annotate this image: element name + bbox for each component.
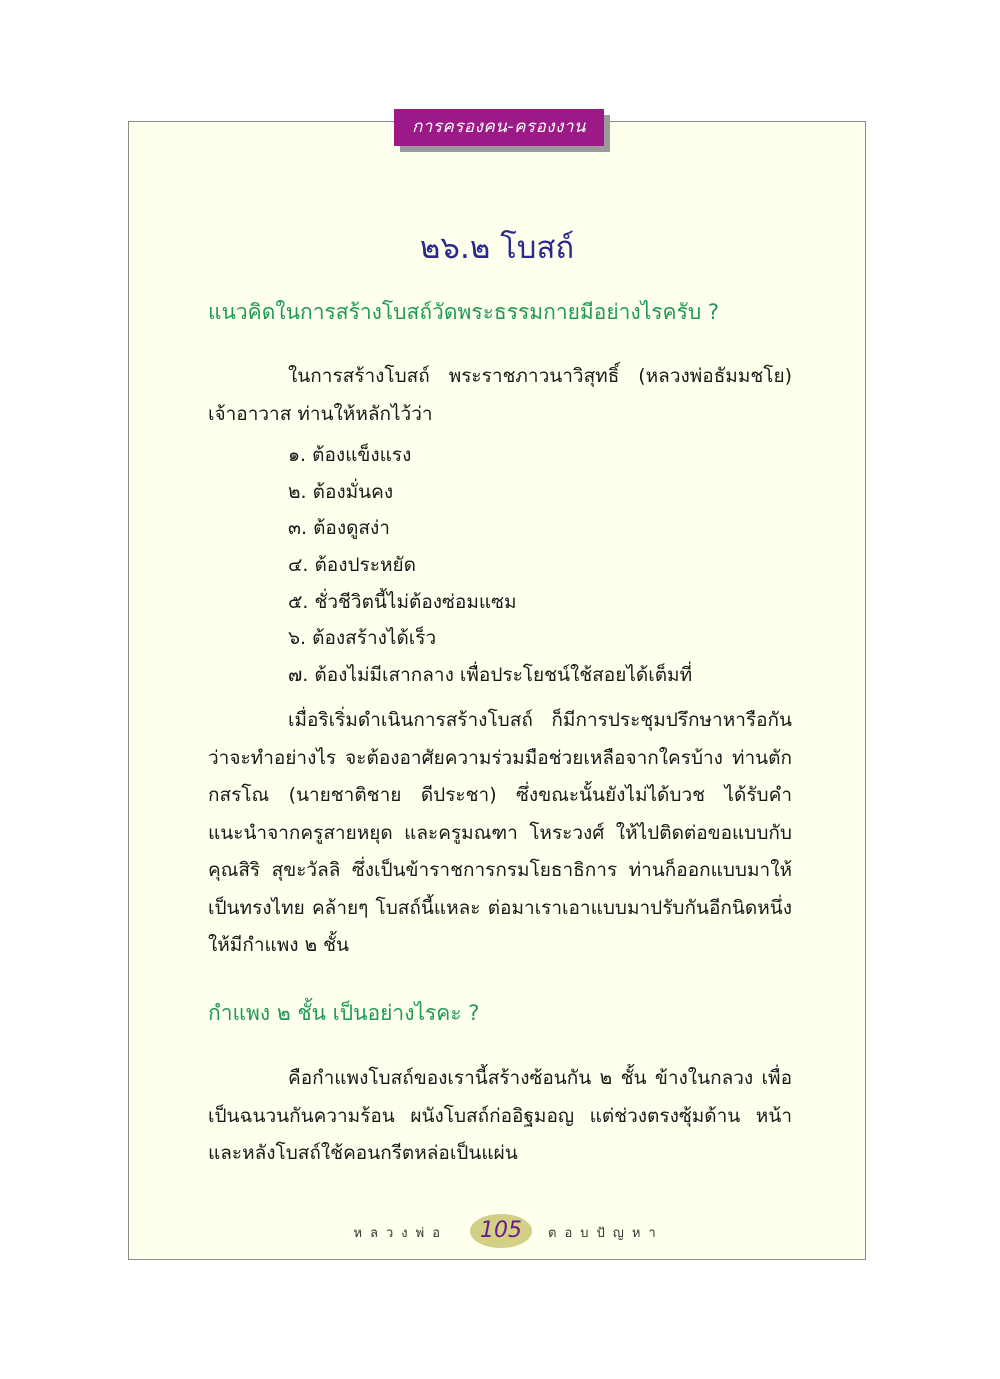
footer-left-text: หลวงพ่อ: [353, 1226, 448, 1241]
list-item: ๖. ต้องสร้างได้เร็ว: [288, 627, 437, 650]
footer-right-text: ตอบปัญหา: [548, 1226, 664, 1241]
list-item: ๔. ต้องประหยัด: [288, 554, 416, 577]
question-1: แนวคิดในการสร้างโบสถ์วัดพระธรรมกายมีอย่างไรครับ ?: [208, 300, 720, 324]
answer-1-intro-text: ในการสร้างโบสถ์ พระราชภาวนาวิสุทธิ์ (หลวงพ่อธัมมชโย) เจ้าอาวาส ท่านให้หลักไว้ว่า: [208, 365, 792, 425]
answer-1-body-text: เมื่อริเริ่มดำเนินการสร้างโบสถ์ ก็มีการประชุมปรึกษาหารือกัน ว่าจะทำอย่างไร จะต้องอาศัยความร่วมมือช่วยเหลือจากใครบ้าง ท่านตักกสรโณ (นายชาติชาย ดีประชา) ซึ่งขณะนั้นยังไม่ได้บวช ได้รับคำแนะนำจากครูสายหยุด และครูมณฑา โหระวงศ์ ให้ไปติดต่อขอแบบกับคุณสิริ สุขะวัลลิ ซึ่งเป็นข้าราชการกรมโยธาธิการ ท่านก็ออกแบบมาให้เป็นทรงไทย คล้ายๆ โบสถ์นี้แหละ ต่อมาเราเอาแบบมาปรับกันอีกนิดหนึ่งให้มีกำแพง ๒ ชั้น: [208, 709, 792, 956]
principles-list: [288, 437, 692, 694]
answer-2-body-text: คือกำแพงโบสถ์ของเรานี้สร้างซ้อนกัน ๒ ชั้น ข้างในกลวง เพื่อเป็นฉนวนกันความร้อน ผนังโบสถ์ก่ออิฐมอญ แต่ช่วงตรงซุ้มด้าน หน้าและหลังโบสถ์ใช้คอนกรีตหล่อเป็นแผ่น: [208, 1067, 792, 1164]
list-item: ๗. ต้องไม่มีเสากลาง เพื่อประโยชน์ใช้สอยได้เต็มที่: [288, 664, 693, 687]
page-footer: [128, 1214, 866, 1254]
list-item: ๒. ต้องมั่นคง: [288, 480, 394, 503]
answer-1-body: [208, 702, 792, 965]
section-tab: การครองคน-ครองงาน: [394, 109, 604, 146]
answer-2-body: [208, 1060, 792, 1173]
list-item: ๕. ชั่วชีวิตนี้ไม่ต้องซ่อมแซม: [288, 590, 517, 613]
question-2: กำแพง ๒ ชั้น เป็นอย่างไรคะ ?: [208, 1001, 480, 1025]
answer-1-intro: [208, 358, 792, 433]
list-item: ๑. ต้องแข็งแรง: [288, 444, 412, 466]
list-item: ๓. ต้องดูสง่า: [288, 517, 390, 540]
page-number: 105: [470, 1214, 532, 1248]
chapter-title: ๒๖.๒ โบสถ์: [419, 230, 575, 266]
